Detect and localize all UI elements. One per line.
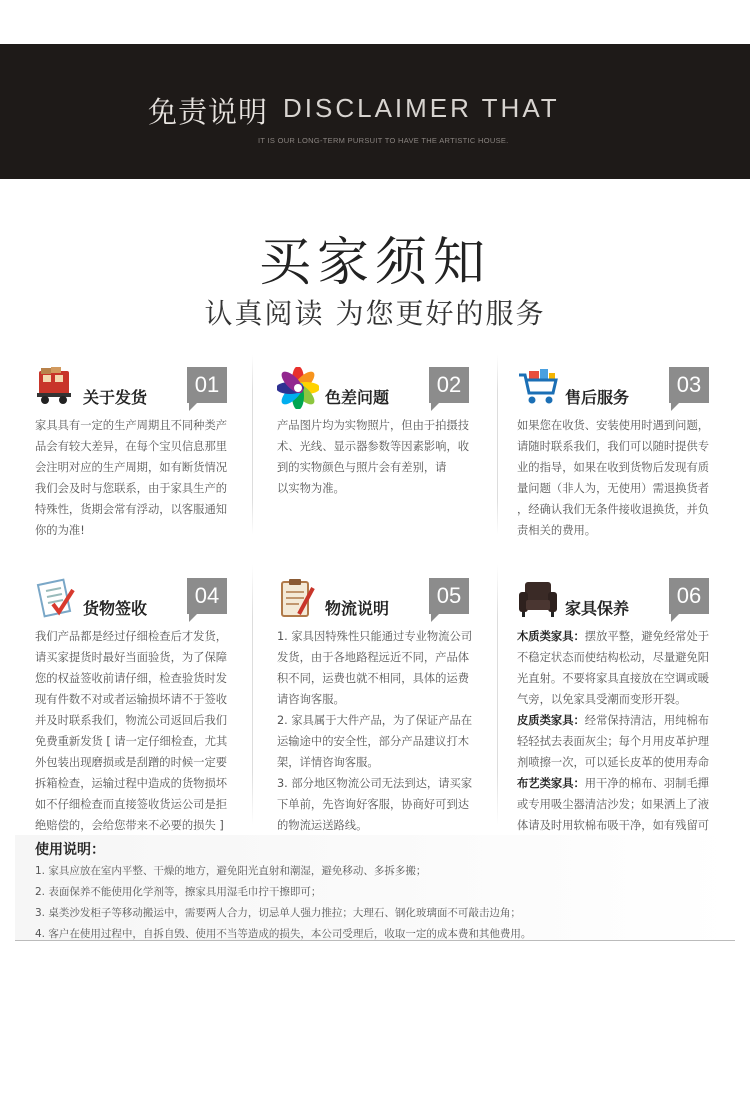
column-divider <box>252 565 253 825</box>
card-line: 皮质类家具：经常保持清洁，用纯棉布 <box>517 714 710 727</box>
card-line: 请咨询客服。 <box>277 693 345 706</box>
card-line: 或专用吸尘器清洁沙发；如果洒上了液 <box>517 798 710 811</box>
card-line: 剂喷擦一次，可以延长皮革的使用寿命 <box>517 756 710 769</box>
card-title: 关于发货 <box>83 388 148 407</box>
banner-title-en: DISCLAIMER THAT <box>283 93 560 123</box>
card-title: 色差问题 <box>325 388 390 407</box>
card-line: 光直射。不要将家具直接放在空调或暖 <box>517 672 710 685</box>
card-number-badge: 02 <box>429 367 469 403</box>
card-number-badge: 06 <box>669 578 709 614</box>
card-line: 如不仔细检查而直接签收货运公司是拒 <box>35 798 228 811</box>
delivery-truck-icon <box>35 367 77 409</box>
card-body <box>277 415 469 499</box>
card-line: 产品图片均为实物照片，但由于拍摄技 <box>277 419 470 432</box>
page-title: 买家须知 <box>258 233 491 293</box>
card-line: 积不同，运费也就不相同，具体的运费 <box>277 672 470 685</box>
card-line: 会注明对应的生产周期，如有断货情况 <box>35 461 228 474</box>
card-line: 以实物为准。 <box>277 482 345 495</box>
card-body <box>517 415 709 541</box>
card-line: 责相关的费用。 <box>517 524 597 537</box>
card-line: 免费重新发货 [ 请一定仔细检查，尤其 <box>35 735 228 748</box>
card-line: 并及时联系我们，物流公司返回后我们 <box>35 714 228 727</box>
usage-item: 2. 表面保养不能使用化学剂等，擦家具用湿毛巾拧干擦即可； <box>35 886 322 898</box>
card-line: 木质类家具：摆放平整，避免经常处于 <box>517 630 710 643</box>
card-body <box>35 415 227 541</box>
card-line: 布艺类家具：用干净的棉布、羽制毛撣 <box>517 777 710 790</box>
card-line: 家具具有一定的生产周期且不同种类产 <box>35 419 228 432</box>
card-number-badge: 05 <box>429 578 469 614</box>
usage-item: 3. 桌类沙发柜子等移动搬运中，需要两人合力，切忌单人强力推拉；大理石、钢化玻璃面不可敲击边角； <box>35 907 521 919</box>
card-line: 请随时联系我们，我们可以随时提供专 <box>517 440 710 453</box>
usage-instructions <box>15 835 735 940</box>
column-divider <box>252 355 253 535</box>
color-wheel-icon <box>277 367 319 409</box>
card-line: 术、光线、显示器参数等因素影响，收 <box>277 440 470 453</box>
column-divider <box>497 355 498 535</box>
card-line: 我们产品都是经过仔细检查后才发货， <box>35 630 228 643</box>
card-line: 特殊性，货期会常有浮动，以客服通知 <box>35 503 228 516</box>
card-body <box>517 626 709 857</box>
card-line: 下单前，先咨询好客服，协商好可到达 <box>277 798 470 811</box>
card-line: 外包装出现磨损或是刮蹭的时候一定要 <box>35 756 228 769</box>
card-line: 如果您在收货、安装使用时遇到问题， <box>517 419 710 432</box>
card-line: 运输途中的安全性，部分产品建议打木 <box>277 735 470 748</box>
usage-title: 使用说明： <box>35 842 105 858</box>
card-line: 现有件数不对或者运输损坏请不于签收 <box>35 693 228 706</box>
card-line: 我们会及时与您联系，由于家具生产的 <box>35 482 228 495</box>
card-title: 售后服务 <box>565 388 630 407</box>
banner-title-cn: 免责说明 <box>148 95 269 129</box>
card-number-badge: 01 <box>187 367 227 403</box>
page-subtitle: 认真阅读 为您更好的服务 <box>204 297 546 330</box>
card-line: 到的实物颜色与照片会有差别，请 <box>277 461 447 474</box>
card-line: 不稳定状态而使结构松动，尽量避免阳 <box>517 651 710 664</box>
card-line: 品会有较大差异，在每个宝贝信息那里 <box>35 440 228 453</box>
card-line: 请买家提货时最好当面验货，为了保障 <box>35 651 228 664</box>
card-line: 2. 家具属于大件产品，为了保证产品在 <box>277 714 473 727</box>
card-line: 体请及时用软棉布吸干净，如有残留可 <box>517 819 710 832</box>
card-line: 架，详情咨询客服。 <box>277 756 379 769</box>
checklist-icon <box>35 578 77 620</box>
card-line: 你的为准! <box>35 524 85 537</box>
divider <box>15 940 735 941</box>
card-line: 绝赔偿的，会给您带来不必要的损失 ] <box>35 819 224 832</box>
card-line: 气旁，以免家具受潮而变形开裂。 <box>517 693 687 706</box>
card-line: 量问题（非人为，无使用）需退换货者 <box>517 482 710 495</box>
card-number-badge: 03 <box>669 367 709 403</box>
column-divider <box>497 565 498 825</box>
card-title: 货物签收 <box>83 599 148 618</box>
usage-item: 1. 家具应放在室内平整、干燥的地方，避免阳光直射和潮湿，避免移动、多拆多搬； <box>35 865 427 877</box>
usage-item: 4. 客户在使用过程中，自拆自毁、使用不当等造成的损失，本公司受理后，收取一定的成本费和其他费用。 <box>35 928 532 940</box>
card-line: 的物流运送路线。 <box>277 819 368 832</box>
shopping-cart-icon <box>517 367 559 409</box>
card-line: 轻轻拭去表面灰尘；每个月用皮革护理 <box>517 735 710 748</box>
card-title: 物流说明 <box>325 599 390 618</box>
banner-subtitle: IT IS OUR LONG-TERM PURSUIT TO HAVE THE ARTISTIC HOUSE. <box>258 136 509 145</box>
card-line: ，经确认我们无条件接收退换货，并负 <box>517 503 710 516</box>
card-line: 发货，由于各地路程远近不同，产品体 <box>277 651 470 664</box>
card-body <box>277 626 472 836</box>
card-line: 1. 家具因特殊性只能通过专业物流公司 <box>277 630 473 643</box>
card-line: 拆箱检查，运输过程中造成的货物损坏 <box>35 777 228 790</box>
card-line: 3. 部分地区物流公司无法到达，请买家 <box>277 777 473 790</box>
card-title: 家具保养 <box>565 599 630 618</box>
card-body <box>35 626 227 836</box>
card-line: 业的指导，如果在收到货物后发现有质 <box>517 461 710 474</box>
armchair-icon <box>517 578 559 620</box>
card-number-badge: 04 <box>187 578 227 614</box>
card-line: 您的权益签收前请仔细，检查验货时发 <box>35 672 228 685</box>
clipboard-pen-icon <box>277 578 319 620</box>
